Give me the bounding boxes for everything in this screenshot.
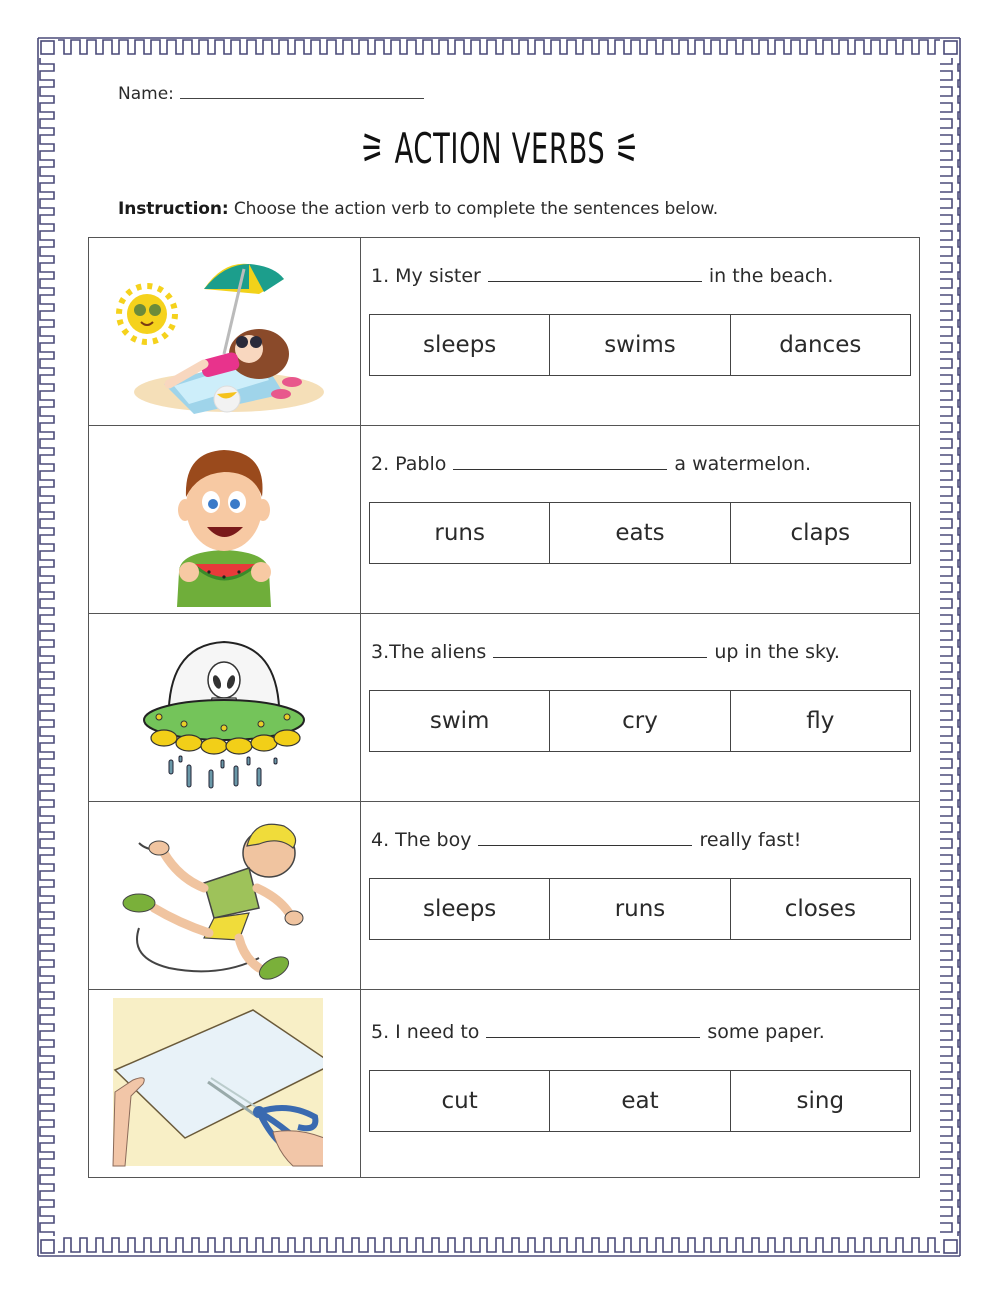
instruction-text: Choose the action verb to complete the sentences below. [233, 199, 719, 219]
choice-option[interactable]: cut [441, 1088, 478, 1114]
question-row [89, 238, 920, 426]
choice-group [369, 502, 911, 564]
question-sentence [371, 641, 840, 663]
question-image-cell [89, 238, 361, 426]
choice-group [369, 878, 911, 940]
question-image-cell [89, 990, 361, 1178]
scissors-cutting-paper-image [93, 992, 323, 1167]
name-label: Name: [118, 84, 174, 104]
question-row [89, 802, 920, 990]
title-right-deco: ⚟ [614, 124, 640, 173]
choice-option[interactable]: sleeps [423, 332, 497, 358]
answer-blank[interactable] [478, 829, 692, 846]
sentence-end: in the beach. [708, 265, 834, 287]
choice-option[interactable]: cry [549, 691, 729, 751]
question-row [89, 426, 920, 614]
question-cell [361, 238, 920, 426]
choice-option[interactable]: dances [730, 315, 910, 375]
choice-option[interactable]: claps [730, 503, 910, 563]
choice-option[interactable]: swims [549, 315, 729, 375]
exercise-table [88, 237, 920, 1178]
sentence-end: really fast! [699, 829, 802, 851]
answer-blank[interactable] [493, 641, 707, 658]
name-blank-line[interactable] [180, 82, 424, 99]
question-image-cell [89, 614, 361, 802]
sentence-end: up in the sky. [714, 641, 840, 663]
boy-eating-watermelon-image [109, 432, 339, 607]
choice-option[interactable]: runs [434, 520, 485, 546]
sentence-start: 5. I need to [371, 1021, 480, 1043]
choice-option[interactable]: closes [730, 879, 910, 939]
choice-option[interactable]: swim [429, 708, 490, 734]
title-text: ACTION VERBS [394, 124, 606, 173]
girl-sunbathing-image [109, 244, 339, 419]
sentence-end: some paper. [707, 1021, 825, 1043]
question-image-cell [89, 802, 361, 990]
choice-option[interactable]: fly [730, 691, 910, 751]
choice-group [369, 1070, 911, 1132]
choice-group [369, 314, 911, 376]
sentence-start: 3.The aliens [371, 641, 487, 663]
choice-option[interactable]: eat [549, 1071, 729, 1131]
choice-option[interactable]: eats [549, 503, 729, 563]
sentence-start: 1. My sister [371, 265, 481, 287]
title-left-deco: ⚞ [360, 124, 386, 173]
choice-option[interactable]: sleeps [423, 896, 497, 922]
answer-blank[interactable] [486, 1021, 700, 1038]
question-image-cell [89, 426, 361, 614]
choice-option[interactable]: runs [549, 879, 729, 939]
sentence-start: 2. Pablo [371, 453, 447, 475]
question-cell [361, 426, 920, 614]
answer-blank[interactable] [453, 453, 667, 470]
answer-blank[interactable] [488, 265, 702, 282]
question-row [89, 614, 920, 802]
alien-ufo-image [109, 620, 339, 795]
question-sentence [371, 453, 811, 475]
question-row [89, 990, 920, 1178]
sentence-start: 4. The boy [371, 829, 472, 851]
choice-option[interactable]: sing [730, 1071, 910, 1131]
question-cell [361, 614, 920, 802]
sentence-end: a watermelon. [674, 453, 812, 475]
instruction-label: Instruction: [118, 199, 229, 219]
page-title [140, 124, 860, 173]
name-field [118, 82, 424, 104]
question-sentence [371, 1021, 825, 1043]
choice-group [369, 690, 911, 752]
question-sentence [371, 265, 833, 287]
question-cell [361, 802, 920, 990]
question-sentence [371, 829, 801, 851]
boy-running-image [109, 808, 339, 983]
instruction [118, 199, 718, 219]
question-cell [361, 990, 920, 1178]
